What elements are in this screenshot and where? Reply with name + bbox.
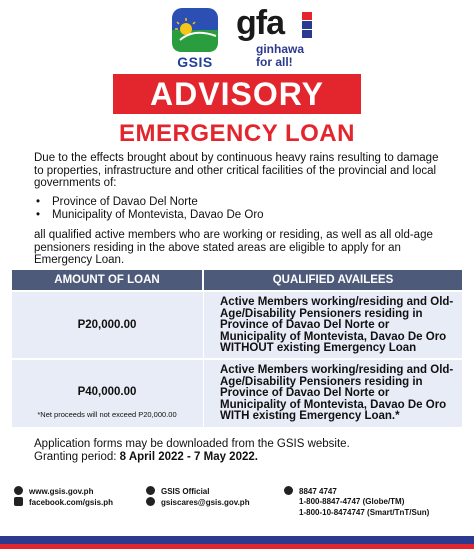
phone-smart[interactable] bbox=[299, 508, 429, 517]
loan-table bbox=[12, 270, 462, 427]
granting-period bbox=[34, 451, 454, 464]
gfa-logo bbox=[236, 4, 316, 70]
forms-note: Application forms may be downloaded from the GSIS website. bbox=[34, 438, 350, 450]
advisory-banner: ADVISORY bbox=[113, 74, 361, 114]
website-link[interactable] bbox=[14, 486, 93, 496]
loan-footnote: *Net proceeds will not exceed P20,000.00 bbox=[37, 410, 177, 419]
availees-tail: existing Emergency Loan.* bbox=[252, 410, 400, 422]
stripe-blue bbox=[0, 536, 474, 544]
footer-notes bbox=[34, 438, 454, 464]
loan-amount: P40,000.00 bbox=[77, 386, 137, 398]
gfa-wordmark: gfa bbox=[236, 4, 284, 42]
email-label: gsiscares@gsis.gov.ph bbox=[161, 498, 250, 507]
bullet-icon: • bbox=[36, 208, 41, 221]
gsis-logo bbox=[166, 8, 224, 70]
phone-hotline[interactable] bbox=[284, 486, 337, 496]
phone-label: 1-800-8847-4747 (Globe/TM) bbox=[299, 497, 405, 506]
gsis-emblem-icon bbox=[166, 8, 224, 54]
stripe-red bbox=[0, 544, 474, 549]
list-item bbox=[34, 209, 444, 222]
facebook-label: facebook.com/gsis.ph bbox=[29, 498, 114, 507]
gfa-tagline-line1: ginhawa bbox=[256, 42, 305, 56]
email-link[interactable] bbox=[146, 497, 250, 507]
availees-body: Active Members working/residing and Old-Age/Disability Pensioners residing in Province of Davao Del Norte or Municipality of Montevista, Davao De Oro bbox=[220, 296, 454, 343]
list-item bbox=[34, 196, 444, 209]
table-row bbox=[12, 360, 462, 427]
gfa-tagline-line2: for all! bbox=[256, 55, 293, 69]
availees-tail: existing Emergency Loan bbox=[276, 342, 417, 354]
footer-stripe bbox=[0, 536, 474, 557]
phone-label: 8847 4747 bbox=[299, 487, 337, 496]
column-divider bbox=[203, 292, 204, 358]
availees-body: Active Members working/residing and Old-Age/Disability Pensioners residing in Province of Davao Del Norte or Municipality of Montevista, Davao De Oro bbox=[220, 364, 454, 411]
list-item-label: Province of Davao Del Norte bbox=[52, 196, 198, 208]
loan-amount: P20,000.00 bbox=[77, 319, 137, 331]
email-icon bbox=[146, 497, 155, 506]
contact-section bbox=[0, 484, 474, 524]
bullet-icon: • bbox=[36, 196, 41, 208]
granting-label: Granting period: bbox=[34, 451, 117, 463]
availees-text bbox=[220, 365, 454, 423]
table-row bbox=[12, 292, 462, 358]
intro-paragraph: Due to the effects brought about by continuous heavy rains resulting to damage to properties, infrastructure and other critical facilities of the provincial and local governments of: bbox=[34, 152, 439, 189]
availees-emphasis: WITHOUT bbox=[220, 342, 274, 354]
eligibility-paragraph: all qualified active members who are working or residing, as well as all old-age pensioners residing in the above stated areas are eligible to apply for an Emergency Loan. bbox=[34, 229, 433, 266]
official-label: GSIS Official bbox=[161, 487, 210, 496]
availees-emphasis: WITH bbox=[220, 410, 250, 422]
table-header-amount: AMOUNT OF LOAN bbox=[12, 270, 202, 290]
page-title: EMERGENCY LOAN bbox=[119, 120, 355, 147]
column-divider bbox=[203, 360, 204, 427]
table-header-availees: QUALIFIED AVAILEES bbox=[204, 270, 462, 290]
gsis-wordmark: GSIS bbox=[177, 54, 213, 70]
website-label: www.gsis.gov.ph bbox=[29, 487, 94, 496]
official-account[interactable] bbox=[146, 486, 209, 496]
logo-bar bbox=[0, 4, 474, 70]
facebook-link[interactable] bbox=[14, 497, 113, 507]
phone-globe[interactable] bbox=[299, 497, 404, 506]
granting-value: 8 April 2022 - 7 May 2022. bbox=[119, 451, 258, 463]
availees-text bbox=[220, 297, 454, 355]
globe-icon bbox=[14, 486, 23, 495]
chat-icon bbox=[146, 486, 155, 495]
facebook-icon bbox=[14, 497, 23, 506]
phone-icon bbox=[284, 486, 293, 495]
affected-areas-list bbox=[34, 196, 444, 221]
list-item-label: Municipality of Montevista, Davao De Oro bbox=[52, 208, 264, 221]
phone-label: 1-800-10-8474747 (Smart/TnT/Sun) bbox=[299, 508, 430, 517]
gfa-flag-icon bbox=[302, 12, 312, 38]
